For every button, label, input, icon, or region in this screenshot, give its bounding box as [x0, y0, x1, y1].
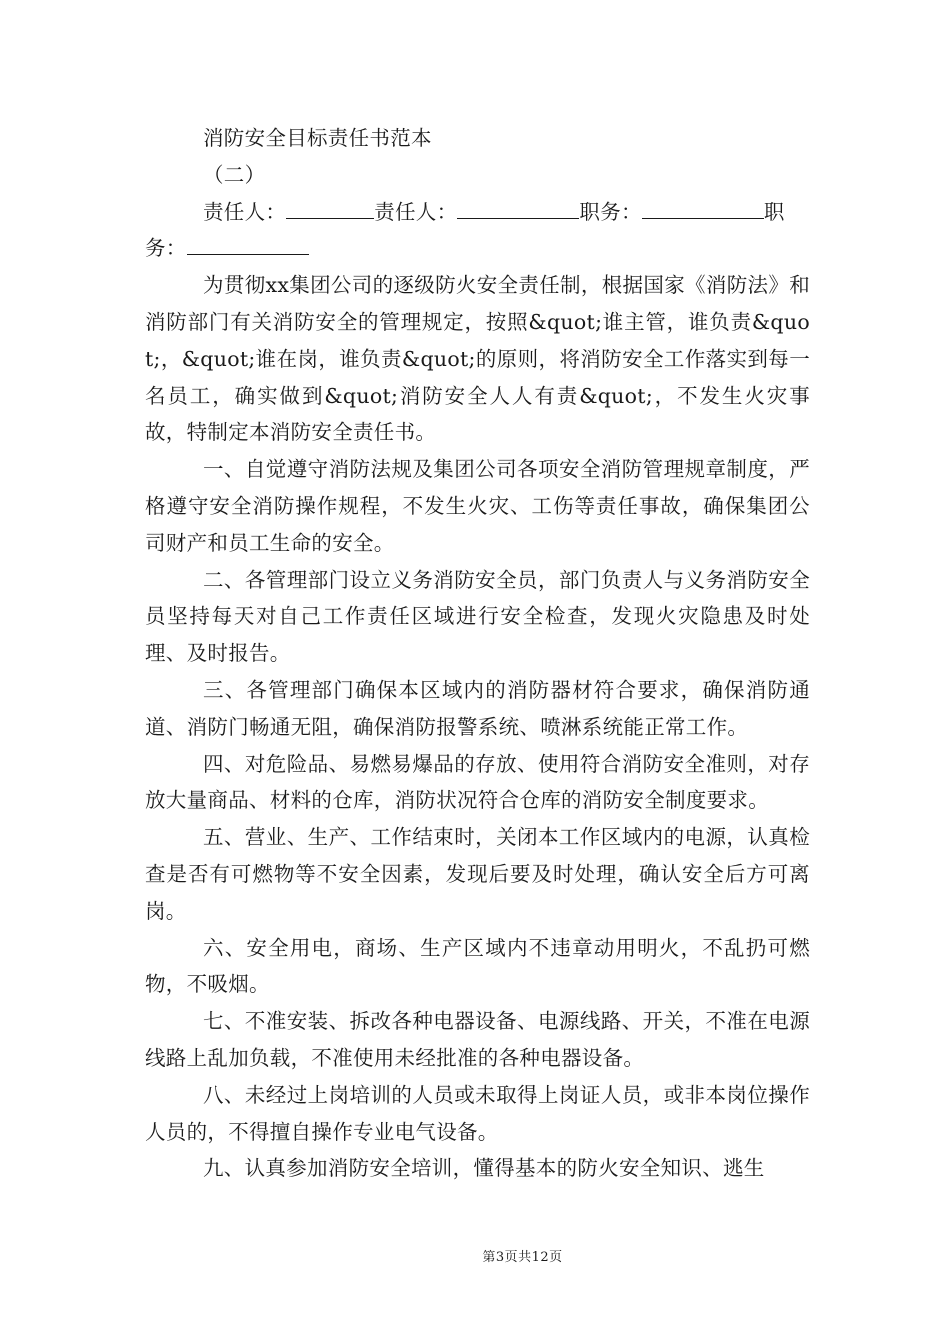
field-blank-responsible-1	[286, 198, 374, 219]
paragraph-item-8: 八、未经过上岗培训的人员或未取得上岗证人员，或非本岗位操作人员的，不得擅自操作专业电气设备。	[145, 1082, 810, 1144]
field-blank-position-1	[642, 198, 764, 219]
field-blank-responsible-2	[457, 198, 579, 219]
signature-fields	[145, 194, 810, 268]
field-label-responsible-1: 责任人：	[203, 199, 287, 224]
paragraph-intro: 为贯彻xx集团公司的逐级防火安全责任制，根据国家《消防法》和消防部门有关消防安全的管理规定，按照&quot;谁主管，谁负责&quot;，&quot;谁在岗，谁负责&quot;的原则，将消防安全工作落实到每一名员工，确实做到&quot;消防安全人人有责&quot;，不发生火灾事故，特制定本消防安全责任书。	[145, 273, 810, 445]
paragraph-item-2: 二、各管理部门设立义务消防安全员，部门负责人与义务消防安全员坚持每天对自己工作责任区域进行安全检查，发现火灾隐患及时处理、及时报告。	[145, 567, 810, 666]
paragraph-item-3: 三、各管理部门确保本区域内的消防器材符合要求，确保消防通道、消防门畅通无阻，确保消防报警系统、喷淋系统能正常工作。	[145, 677, 810, 739]
field-blank-position-2	[187, 234, 309, 255]
paragraph-item-9: 九、认真参加消防安全培训，懂得基本的防火安全知识、逃生	[203, 1156, 765, 1181]
field-label-responsible-2: 责任人：	[374, 199, 458, 224]
field-label-position-2: 职务：	[145, 199, 785, 261]
paragraph-item-7: 七、不准安装、拆改各种电器设备、电源线路、开关，不准在电源线路上乱加负载，不准使用未经批准的各种电器设备。	[145, 1009, 810, 1070]
page-number: 第3页共12页	[482, 1250, 563, 1265]
document-subtitle: （二）	[203, 162, 266, 187]
paragraph-item-6: 六、安全用电，商场、生产区域内不违章动用明火，不乱扔可燃物，不吸烟。	[145, 935, 810, 997]
paragraph-item-4: 四、对危险品、易燃易爆品的存放、使用符合消防安全准则，对存放大量商品、材料的仓库，消防状况符合仓库的消防安全制度要求。	[145, 751, 810, 813]
paragraph-item-5: 五、营业、生产、工作结束时，关闭本工作区域内的电源，认真检查是否有可燃物等不安全因素，发现后要及时处理，确认安全后方可离岗。	[145, 825, 810, 923]
paragraph-item-1: 一、自觉遵守消防法规及集团公司各项安全消防管理规章制度，严格遵守安全消防操作规程，不发生火灾、工伤等责任事故，确保集团公司财产和员工生命的安全。	[145, 457, 810, 555]
field-label-position-1: 职务：	[579, 199, 642, 224]
document-title: 消防安全目标责任书范本	[203, 126, 432, 150]
document-body	[145, 120, 810, 1187]
